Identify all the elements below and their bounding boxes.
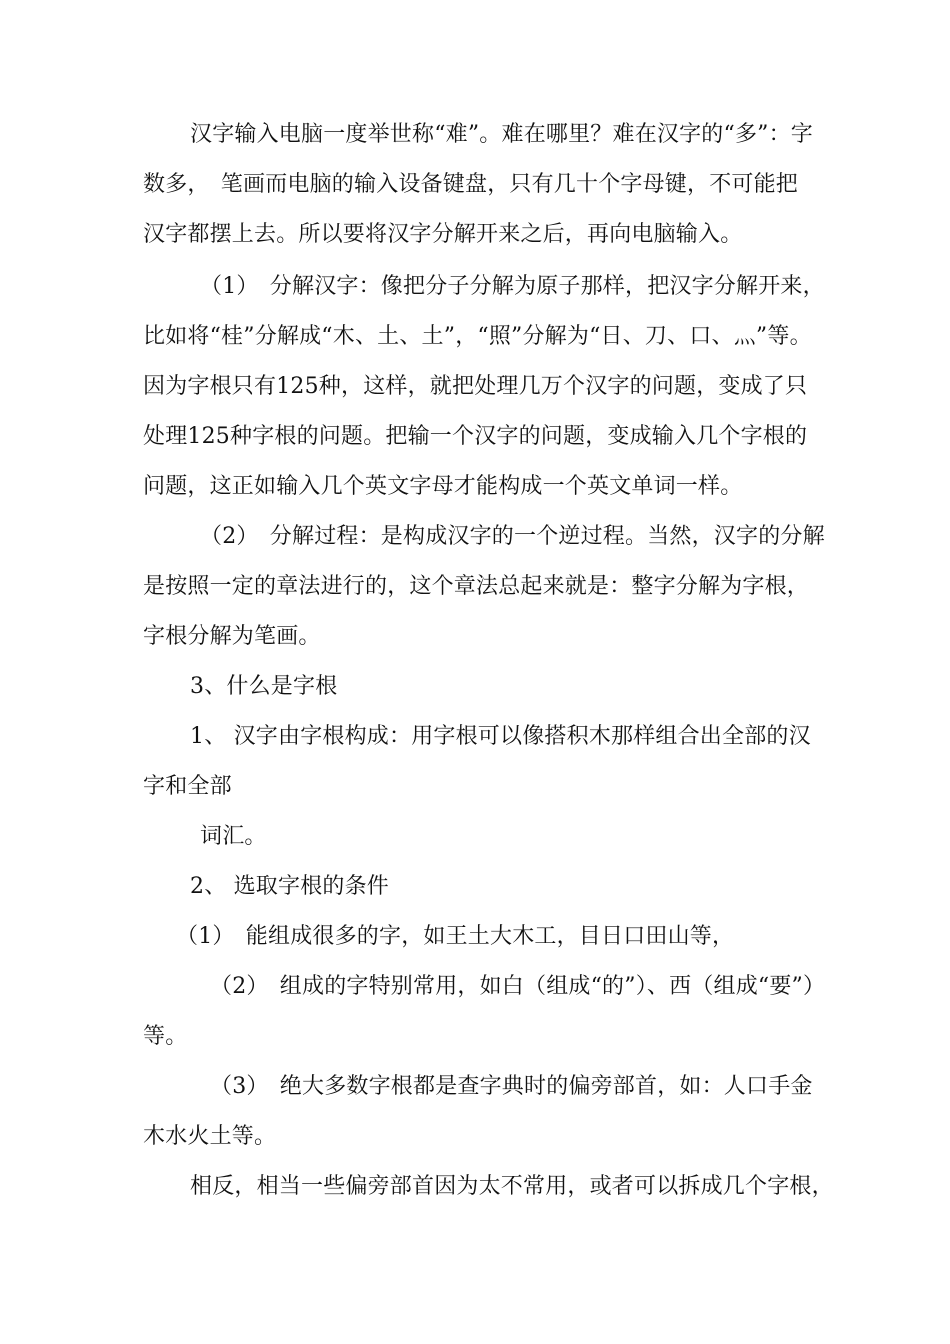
text-line: 问题，这正如输入几个英文字母才能构成一个英文单词一样。: [143, 474, 743, 499]
text-line: （1） 分解汉字：像把分子分解为原子那样，把汉字分解开来，: [200, 274, 825, 299]
text-line: （2） 分解过程：是构成汉字的一个逆过程。当然，汉字的分解: [200, 524, 825, 549]
text-line: （3） 绝大多数字根都是查字典时的偏旁部首，如：人口手金: [210, 1074, 813, 1099]
text-line: （1） 能组成很多的字，如王土大木工，目日口田山等，: [176, 924, 735, 949]
text-line: 字根分解为笔画。: [143, 624, 321, 649]
section-heading: 3、什么是字根: [190, 674, 338, 699]
text-line: 相反，相当一些偏旁部首因为太不常用，或者可以拆成几个字根，: [190, 1174, 834, 1199]
text-line: 汉字输入电脑一度举世称“难”。难在哪里？难在汉字的“多”：字: [190, 122, 813, 147]
text-line: 是按照一定的章法进行的，这个章法总起来就是：整字分解为字根，: [143, 574, 810, 599]
text-line: 字和全部: [143, 774, 232, 799]
text-line: （2） 组成的字特别常用，如白（组成“的”）、西（组成“要”）: [210, 974, 826, 999]
text-line: 1、 汉字由字根构成：用字根可以像搭积木那样组合出全部的汉: [190, 724, 811, 749]
text-line: 木水火土等。: [143, 1124, 277, 1149]
text-line: 因为字根只有125种，这样，就把处理几万个汉字的问题，变成了只: [143, 374, 808, 399]
text-line: 数多， 笔画而电脑的输入设备键盘，只有几十个字母键，不可能把: [143, 172, 799, 197]
text-line: 词汇。: [200, 824, 267, 849]
text-line: 等。: [143, 1024, 188, 1049]
text-line: 汉字都摆上去。所以要将汉字分解开来之后，再向电脑输入。: [143, 222, 743, 247]
text-line: 2、 选取字根的条件: [190, 874, 389, 899]
text-line: 比如将“桂”分解成“木、土、土”，“照”分解为“日、刀、口、灬”等。: [143, 324, 812, 349]
text-line: 处理125种字根的问题。把输一个汉字的问题，变成输入几个字根的: [143, 424, 808, 449]
